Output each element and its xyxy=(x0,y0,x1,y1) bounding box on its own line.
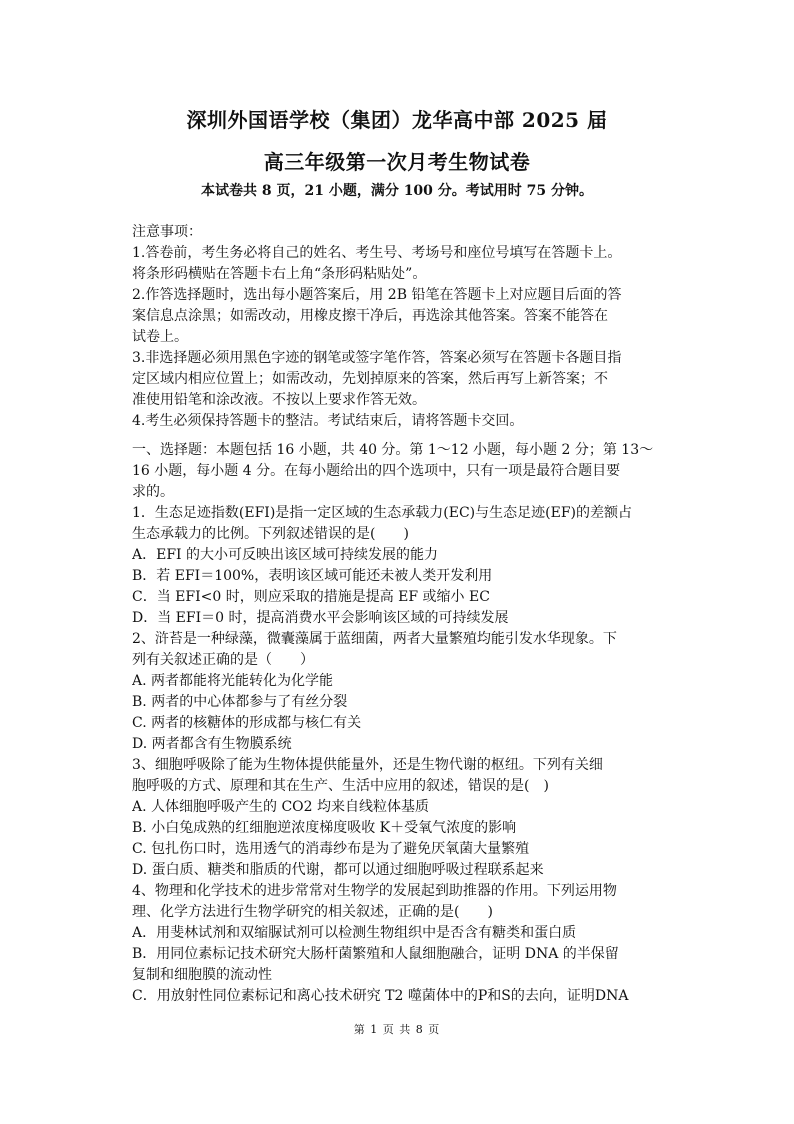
exam-title-paper: 高三年级第一次月考生物试卷 xyxy=(263,150,531,174)
notes-line: 2.作答选择题时，选出每小题答案后，用 2B 铅笔在答题卡上对应题目后面的答 xyxy=(132,287,622,303)
question-3-option-c: C. 包扎伤口时，选用透气的消毒纱布是为了避免厌氧菌大量繁殖 xyxy=(132,841,530,857)
notes-line: 1.答卷前，考生务必将自己的姓名、考生号、考场号和座位号填写在答题卡上。 xyxy=(132,245,622,261)
notes-line: 3.非选择题必须用黑色字迹的钢笔或签字笔作答，答案必须写在答题卡各题目指 xyxy=(132,350,622,366)
notes-line: 将条形码横贴在答题卡右上角“条形码粘贴处”。 xyxy=(132,266,427,282)
notes-block xyxy=(132,222,672,432)
exam-subtitle: 本试卷共 8 页，21 小题，满分 100 分。考试用时 75 分钟。 xyxy=(200,183,594,199)
question-3-option-a: A. 人体细胞呼吸产生的 CO2 均来自线粒体基质 xyxy=(132,799,430,815)
notes-heading: 注意事项： xyxy=(132,224,202,240)
question-1-option-b: B．若 EFI＝100%，表明该区域可能还未被人类开发利用 xyxy=(132,568,493,584)
section-choice-questions xyxy=(132,440,672,1007)
question-1-stem: 1．生态足迹指数(EFI)是指一定区域的生态承载力(EC)与生态足迹(EF)的差额占 xyxy=(132,505,633,521)
question-3-stem: 胞呼吸的方式、原理和其在生产、生活中应用的叙述，错误的是( ) xyxy=(132,778,549,794)
notes-line: 案信息点涂黑；如需改动，用橡皮擦干净后，再选涂其他答案。答案不能答在 xyxy=(132,308,608,324)
question-1-option-a: A．EFI 的大小可反映出该区域可持续发展的能力 xyxy=(132,547,439,563)
question-1-option-d: D．当 EFI＝0 时，提高消费水平会影响该区域的可持续发展 xyxy=(132,610,509,626)
notes-line: 试卷上。 xyxy=(132,329,188,345)
question-4-option-c: C．用放射性同位素标记和离心技术研究 T2 噬菌体中的P和S的去向，证明DNA xyxy=(132,988,629,1004)
question-2-option-a: A. 两者都能将光能转化为化学能 xyxy=(132,673,334,689)
question-3-option-d: D. 蛋白质、糖类和脂质的代谢，都可以通过细胞呼吸过程联系起来 xyxy=(132,862,544,878)
question-2-stem: 列有关叙述正确的是（ ） xyxy=(132,652,314,668)
question-3-option-b: B. 小白兔成熟的红细胞逆浓度梯度吸收 K＋受氧气浓度的影响 xyxy=(132,820,517,836)
exam-title-school: 深圳外国语学校（集团）龙华高中部 2025 届 xyxy=(186,108,608,132)
question-4-option-b: B．用同位素标记技术研究大肠杆菌繁殖和人鼠细胞融合，证明 DNA 的半保留 xyxy=(132,946,619,962)
question-2-option-b: B. 两者的中心体都参与了有丝分裂 xyxy=(132,694,348,710)
notes-line: 准使用铅笔和涂改液。不按以上要求作答无效。 xyxy=(132,392,426,408)
notes-line: 定区域内相应位置上；如需改动，先划掉原来的答案，然后再写上新答案；不 xyxy=(132,371,608,387)
question-4-stem: 4、物理和化学技术的进步常常对生物学的发展起到助推器的作用。下列运用物 xyxy=(132,883,617,899)
question-4-option-b: 复制和细胞膜的流动性 xyxy=(132,967,272,983)
question-1-stem: 生态承载力的比例。下列叙述错误的是( ) xyxy=(132,526,409,542)
section-intro-line: 16 小题，每小题 4 分。在每小题给出的四个选项中，只有一项是最符合题目要 xyxy=(132,463,621,479)
notes-line: 4.考生必须保持答题卡的整洁。考试结束后，请将答题卡交回。 xyxy=(132,413,524,429)
page-number: 第 1 页 共 8 页 xyxy=(353,1023,441,1036)
question-4-stem: 理、化学方法进行生物学研究的相关叙述，正确的是( ) xyxy=(132,904,493,920)
question-1-option-c: C．当 EFI<0 时，则应采取的措施是提高 EF 或缩小 EC xyxy=(132,589,490,605)
question-4-option-a: A．用斐林试剂和双缩脲试剂可以检测生物组织中是否含有糖类和蛋白质 xyxy=(132,925,577,941)
question-2-option-c: C. 两者的核糖体的形成都与核仁有关 xyxy=(132,715,362,731)
section-intro-line: 一、选择题：本题包括 16 小题，共 40 分。第 1～12 小题，每小题 2 分；第 13～ xyxy=(132,442,654,458)
question-2-option-d: D. 两者都含有生物膜系统 xyxy=(132,736,292,752)
section-intro-line: 求的。 xyxy=(132,484,174,500)
question-3-stem: 3、细胞呼吸除了能为生物体提供能量外，还是生物代谢的枢纽。下列有关细 xyxy=(132,757,603,773)
question-2-stem: 2、浒苔是一种绿藻，微囊藻属于蓝细菌，两者大量繁殖均能引发水华现象。下 xyxy=(132,631,617,647)
